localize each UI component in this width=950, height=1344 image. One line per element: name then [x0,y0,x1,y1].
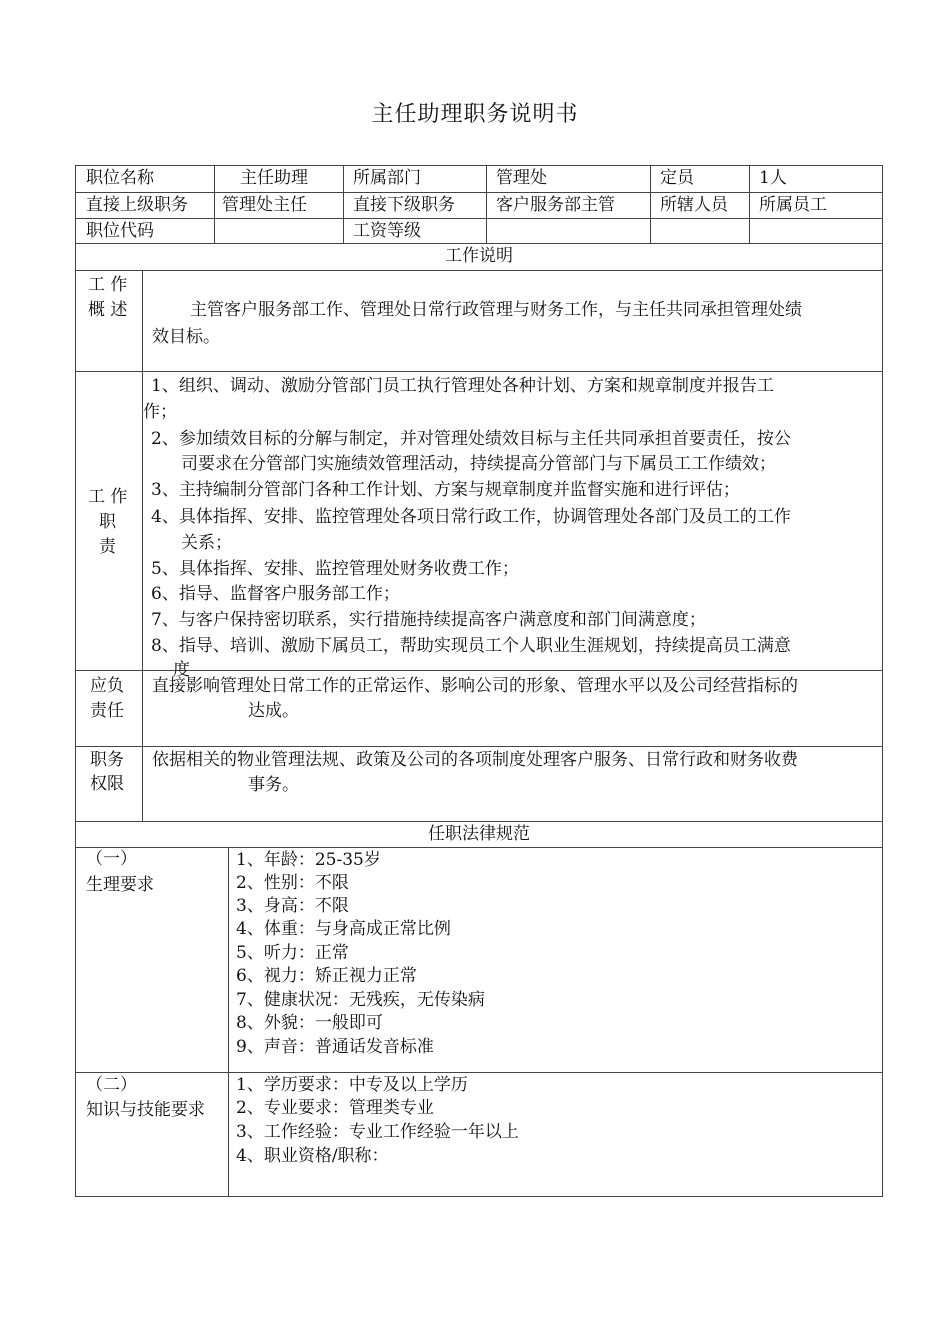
col-divider [214,165,215,243]
physical-label-line-2: 生理要求 [86,875,154,895]
physical-item: 2、性别：不限 [236,873,349,893]
duties-list [143,372,882,680]
physical-item: 8、外貌：一般即可 [236,1013,383,1033]
duty-line: 8、指导、培训、激励下属员工，帮助实现员工个人职业生涯规划，持续提高员工满意 [151,636,791,656]
document-title: 主任助理职务说明书 [371,102,579,127]
authority-label-line-2: 权限 [90,774,124,794]
overview-label-line-2: 概 述 [88,300,128,320]
knowledge-label-line-2: 知识与技能要求 [86,1100,205,1120]
department-label: 所属部门 [353,168,421,188]
subordinate-label: 直接下级职务 [353,195,455,215]
physical-item: 7、健康状况：无残疾，无传染病 [236,990,485,1010]
physical-item: 6、视力：矫正视力正常 [236,966,417,986]
code-label: 职位代码 [86,221,154,241]
subordinate-value: 客户服务部主管 [496,195,615,215]
overview-label-line-1: 工 作 [88,275,128,295]
duty-line: 5、具体指挥、安排、监控管理处财务收费工作； [151,559,519,579]
department-value: 管理处 [496,168,547,188]
col-divider [486,165,487,243]
jurisdiction-label: 所辖人员 [660,195,728,215]
knowledge-item: 2、专业要求：管理类专业 [236,1098,434,1118]
duties-label-line-2: 职 [99,512,116,532]
jurisdiction-value: 所属员工 [759,195,827,215]
duty-line: 2、参加绩效目标的分解与制定，并对管理处绩效目标与主任共同承担首要责任，按公 [151,429,791,449]
duty-line: 7、与客户保持密切联系，实行措施持续提高客户满意度和部门间满意度； [151,610,706,630]
position-name-value: 主任助理 [240,168,308,188]
superior-label: 直接上级职务 [86,195,188,215]
row-divider [75,847,883,848]
responsibility-label-line-1: 应负 [90,676,124,696]
duty-line: 1、组织、调动、激励分管部门员工执行管理处各种计划、方案和规章制度并报告工 [151,376,774,396]
row-divider [75,670,883,671]
physical-item: 1、年龄：25-35岁 [236,850,381,870]
duty-line: 4、具体指挥、安排、监控管理处各项日常行政工作，协调管理处各部门及员工的工作 [151,507,791,527]
overview-text-line-1: 主管客户服务部工作、管理处日常行政管理与财务工作，与主任共同承担管理处绩 [190,300,802,320]
physical-item: 4、体重：与身高成正常比例 [236,919,451,939]
duty-line: 作； [143,402,177,422]
superior-value: 管理处主任 [222,195,307,215]
authority-text-line-1: 依据相关的物业管理法规、政策及公司的各项制度处理客户服务、日常行政和财务收费 [152,750,798,770]
overview-text-line-2: 效目标。 [152,327,220,347]
duty-line: 司要求在分管部门实施绩效管理活动，持续提高分管部门与下属员工工作绩效； [181,454,776,474]
work-section-title: 工作说明 [445,246,513,266]
physical-label-line-1: （一） [86,849,137,869]
col-divider [343,165,344,243]
quota-value: 1人 [759,168,787,188]
physical-item: 3、身高：不限 [236,896,349,916]
col-divider [650,165,651,243]
row-divider [75,270,883,271]
col-divider [749,165,750,243]
knowledge-item: 1、学历要求：中专及以上学历 [236,1075,468,1095]
responsibility-text-line-2: 达成。 [248,701,299,721]
position-name-label: 职位名称 [86,168,154,188]
row-divider [75,218,883,219]
duty-line: 6、指导、监督客户服务部工作； [151,584,400,604]
physical-item: 9、声音：普通话发音标准 [236,1037,434,1057]
row-divider [75,746,883,747]
physical-item: 5、听力：正常 [236,943,349,963]
duty-line: 3、主持编制分管部门各种工作计划、方案与规章制度并监督实施和进行评估； [151,480,740,500]
knowledge-item: 4、职业资格/职称： [236,1146,389,1166]
duties-label-line-1: 工 作 [88,487,128,507]
duties-label-line-3: 责 [99,537,116,557]
quota-label: 定员 [660,168,694,188]
duty-line: 度 [173,660,190,680]
knowledge-item: 3、工作经验：专业工作经验一年以上 [236,1122,519,1142]
authority-label-line-1: 职务 [90,750,124,770]
row-divider [75,1072,883,1073]
qualification-section-title: 任职法律规范 [428,824,530,844]
duty-line: 关系； [181,533,232,553]
responsibility-text-line-1: 直接影响管理处日常工作的正常运作、影响公司的形象、管理水平以及公司经营指标的 [152,676,798,696]
authority-text-line-2: 事务。 [248,775,299,795]
responsibility-label-line-2: 责任 [90,701,124,721]
knowledge-label-line-1: （二） [86,1075,137,1095]
col-divider [228,847,229,1197]
salary-label: 工资等级 [353,221,421,241]
